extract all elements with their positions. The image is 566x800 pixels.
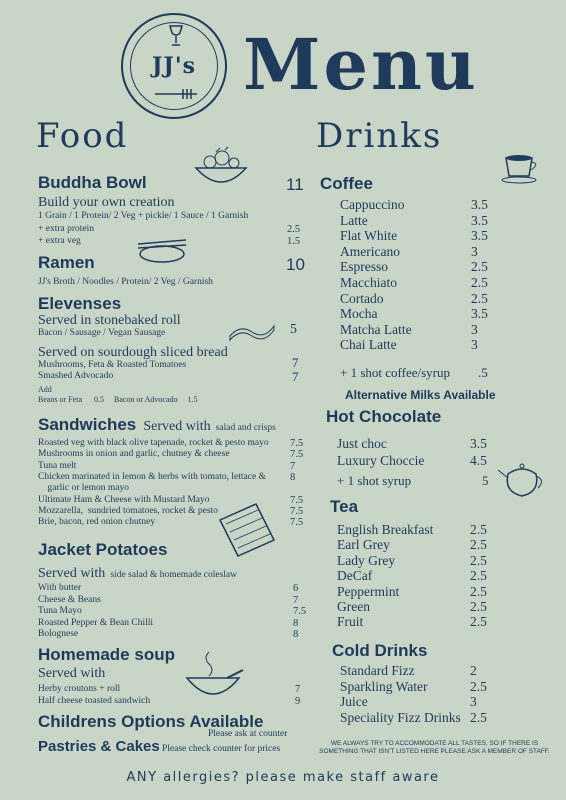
item-price: 8 [290, 471, 296, 483]
item-name: DeCaf [337, 568, 373, 584]
item-name: Ultimate Ham & Cheese with Mustard Mayo [38, 494, 210, 505]
item-price: 2.5 [470, 522, 487, 537]
item-price: 7 [290, 460, 296, 472]
sandwich-icon [216, 500, 280, 562]
item-name: Chai Latte [340, 337, 397, 353]
item-name: Americano [340, 243, 400, 259]
list-item [337, 584, 566, 600]
list-item [340, 322, 566, 338]
chopsticks-bowl-icon [136, 236, 188, 266]
item-price: 4.5 [470, 452, 487, 468]
item-name: Half cheese toasted sandwich [38, 696, 151, 706]
list-item [340, 228, 566, 244]
cold-drinks-title: Cold Drinks [332, 641, 428, 660]
buddha-bowl-title: Buddha Bowl [38, 173, 147, 192]
list-item [340, 197, 566, 213]
list-item [340, 259, 566, 275]
item-name: Roasted Pepper & Bean Chilli [38, 617, 154, 628]
item-name: Cheese & Beans [38, 594, 101, 605]
item-price: 2.5 [471, 259, 488, 275]
list-item [340, 337, 566, 353]
item-name: Juice [340, 694, 368, 709]
soup-bowl-icon [183, 648, 245, 704]
item-name: Brie, bacon, red onion chutney [38, 517, 156, 528]
list-item [38, 472, 308, 483]
hot-chocolate-extra: + 1 shot syrup [337, 473, 412, 488]
childrens-note: Please ask at counter [208, 729, 288, 739]
item-name: Chicken marinated in lemon & herbs with tomato, lettace & [38, 471, 266, 482]
coffee-extra-price: .5 [478, 365, 488, 380]
elevenses-roll-desc: Bacon / Sausage / Vegan Sausage [38, 328, 166, 338]
item-price: 3.5 [471, 228, 488, 244]
item-price: 2.5 [471, 290, 488, 306]
item-price: 3.5 [470, 436, 487, 451]
childrens-title: Childrens Options Available [38, 712, 264, 731]
item-price: 3 [471, 337, 478, 353]
tea-title: Tea [330, 497, 359, 516]
item-name: Cortado [340, 290, 384, 306]
item-name: Green [337, 599, 370, 614]
item-name: Herby croutons + roll [38, 684, 121, 694]
elevenses-roll-price: 5 [290, 322, 297, 337]
pastries-title: Pastries & Cakes [38, 738, 160, 755]
list-item [337, 599, 566, 615]
jacket-potatoes-subtitle-small: side salad & homemade coleslaw [110, 570, 237, 580]
item-name: Roasted veg with black olive tapenade, rocket & pesto mayo [38, 438, 269, 448]
sandwiches-title: Sandwiches [38, 415, 137, 434]
staff-note: WE ALWAYS TRY TO ACCOMMODATE ALL TASTES, SO IF THERE IS SOMETHING THAT ISN'T LISTED HERE PLEASE ASK A MEMBER OF STAFF. [319, 740, 550, 755]
list-item [337, 436, 566, 452]
item-price: 3.5 [471, 197, 488, 212]
list-item [340, 710, 566, 726]
list-item [38, 438, 308, 449]
cutlery-icon [153, 85, 199, 103]
list-item: Mushrooms, Feta & Roasted Tomatoes 7 [38, 355, 299, 370]
item-price: 2.5 [470, 552, 487, 568]
item-price: 2.5 [470, 709, 487, 725]
sandwiches-suffix: Served with [143, 419, 211, 434]
item-name: Just choc [337, 436, 387, 451]
alt-milks: Alternative Milks Available [345, 388, 496, 402]
wine-glass-icon [167, 25, 185, 47]
list-item: Smashed Advocado 7 [38, 369, 299, 384]
item-name: Tuna melt [38, 460, 77, 471]
sandwiches-header [38, 415, 276, 435]
buddha-bowl-subtitle: Build your own creation [38, 195, 175, 210]
list-item [337, 553, 566, 569]
drinks-title: Drinks [316, 116, 443, 156]
item-price: 3 [470, 694, 477, 709]
list-item [337, 537, 566, 553]
list-item [38, 684, 308, 695]
list-item [38, 595, 308, 606]
list-item [38, 629, 308, 640]
item-price: 2.5 [470, 568, 487, 584]
list-item [38, 449, 308, 460]
item-price: 3 [471, 243, 478, 259]
menu-title: Menu [243, 23, 479, 106]
elevenses-add-items: Beans or Feta 0.5 Bacon or Advocado 1.5 [38, 395, 198, 404]
teapot-icon [496, 458, 548, 504]
soup-subtitle: Served with [38, 666, 106, 681]
item-name: English Breakfast [337, 522, 434, 537]
elevenses-title: Elevenses [38, 294, 122, 313]
sandwiches-suffix-small: salad and crisps [215, 423, 276, 433]
coffee-title: Coffee [320, 174, 373, 193]
item-price: 6 [293, 583, 299, 594]
elevenses-bread-title: Served on sourdough sliced bread [38, 345, 228, 360]
item-name: garlic or lemon mayo [38, 483, 130, 494]
elevenses-roll-title: Served in stonebaked roll [38, 313, 181, 328]
item-price: 7 [295, 684, 301, 695]
list-item [340, 663, 566, 679]
item-price: 2 [470, 663, 477, 678]
pastries-note: Please check counter for prices [162, 744, 281, 754]
item-name: Macchiato [340, 275, 397, 290]
coffee-extra: + 1 shot coffee/syrup [340, 365, 450, 380]
item-name: Lady Grey [337, 552, 396, 568]
buddha-bowl-price: 11 [286, 175, 304, 194]
item-name: Speciality Fizz Drinks [340, 709, 461, 725]
item-name: Bolognese [38, 629, 79, 639]
list-item [38, 583, 308, 594]
list-item [38, 606, 308, 617]
buddha-bowl-desc: 1 Grain / 1 Protein/ 2 Veg + pickle/ 1 Sauce / 1 Garnish [38, 211, 249, 221]
item-name: Sparkling Water [340, 678, 428, 694]
bacon-icon [228, 320, 276, 342]
item-name: Mozzarella, sundried tomatoes, rocket & pesto [38, 505, 218, 516]
item-name: Latte [340, 212, 368, 228]
list-item [340, 306, 566, 322]
item-price: 8 [293, 617, 299, 629]
soup-title: Homemade soup [38, 645, 175, 664]
logo [121, 13, 227, 119]
item-price: 2.5 [470, 614, 487, 630]
list-item [38, 618, 308, 629]
list-item [340, 275, 566, 291]
item-price: 7.5 [290, 438, 304, 449]
item-name: Flat White [340, 228, 398, 244]
list-item [337, 614, 566, 630]
list-item [337, 522, 566, 538]
food-title: Food [36, 116, 129, 156]
item-price: 2.5 [471, 275, 488, 290]
item-price: 7.5 [290, 517, 304, 529]
list-item [340, 291, 566, 307]
list-item [340, 213, 566, 229]
item-price: 7.5 [293, 606, 307, 617]
item-name: Mocha [340, 306, 378, 322]
bowl-icon [192, 146, 250, 194]
item-name: Tuna Mayo [38, 606, 82, 616]
item-name: Peppermint [337, 583, 400, 599]
item-price: 2.5 [470, 537, 487, 553]
list-item [340, 679, 566, 695]
item-price: 3.5 [471, 212, 488, 228]
item-price: 7.5 [290, 494, 304, 506]
item-name: Earl Grey [337, 537, 390, 553]
item-name: Standard Fizz [340, 663, 415, 678]
allergy-notice: ANY allergies? please make staff aware [126, 770, 440, 785]
item-price: 8 [293, 629, 299, 640]
jacket-potatoes-subtitle: Served with [38, 566, 106, 581]
logo-text: JJ's [152, 53, 196, 79]
ramen-price: 10 [286, 255, 305, 274]
list-item [38, 696, 308, 707]
list-item [340, 694, 566, 710]
coffee-cup-icon [500, 150, 546, 186]
item-price: 7.5 [290, 505, 304, 517]
list-item: + extra veg 1.5 [38, 236, 301, 247]
item-price: 7.5 [290, 449, 304, 461]
item-name: Cappuccino [340, 197, 405, 212]
list-item [38, 483, 308, 494]
hot-chocolate-extra-price: 5 [482, 473, 489, 488]
item-price: 3 [471, 321, 478, 337]
jacket-potatoes-subtitle-row [38, 562, 237, 582]
jacket-potatoes-title: Jacket Potatoes [38, 540, 168, 559]
ramen-desc: JJ's Broth / Noodles / Protein/ 2 Veg / Garnish [38, 277, 213, 287]
item-price: 2.5 [470, 583, 487, 599]
item-name: Matcha Latte [340, 321, 412, 337]
ramen-title: Ramen [38, 253, 95, 272]
item-name: Mushrooms in onion and garlic, chutney & cheese [38, 449, 230, 460]
item-name: With butter [38, 583, 82, 593]
list-item [38, 461, 308, 472]
item-price: 3.5 [471, 306, 488, 322]
hot-chocolate-title: Hot Chocolate [326, 407, 442, 426]
item-price: 2.5 [470, 599, 487, 614]
item-price: 9 [295, 696, 301, 707]
item-price: 2.5 [470, 678, 487, 694]
list-item: + extra protein 2.5 [38, 224, 301, 235]
item-price: 7 [293, 594, 299, 606]
list-item [337, 568, 566, 584]
list-item [340, 244, 566, 260]
item-name: Espresso [340, 259, 388, 275]
item-name: Luxury Choccie [337, 452, 425, 468]
elevenses-add-label: Add [38, 385, 52, 394]
item-name: Fruit [337, 614, 364, 630]
